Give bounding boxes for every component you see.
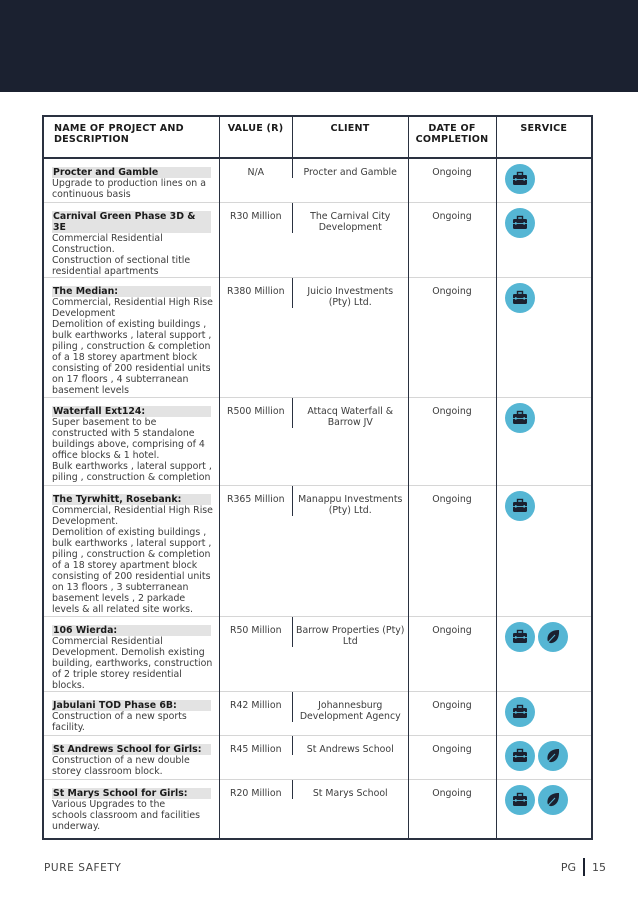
project-name: Carnival Green Phase 3D & 3E: [52, 211, 211, 233]
project-value: R50 Million: [219, 616, 292, 691]
table-row: [43, 735, 592, 779]
briefcase-icon: [505, 208, 535, 238]
project-description: Construction of a new sports facility.: [52, 710, 187, 733]
table-row: [43, 779, 592, 839]
completion-date: Ongoing: [408, 779, 496, 839]
briefcase-icon: [505, 491, 535, 521]
service-icons: [496, 202, 592, 277]
table-row: [43, 202, 592, 277]
col-header-client: CLIENT: [292, 116, 408, 158]
footer-page: [561, 858, 606, 876]
project-client: Manappu Investments (Pty) Ltd.: [292, 486, 408, 516]
project-cell: [43, 735, 219, 779]
briefcase-icon: [505, 697, 535, 727]
col-header-date: DATE OF COMPLETION: [408, 116, 496, 158]
project-name: Jabulani TOD Phase 6B:: [52, 700, 211, 711]
service-icons: [496, 691, 592, 735]
header-banner: [0, 0, 638, 92]
project-name: Waterfall Ext124:: [52, 406, 211, 417]
project-cell: [43, 616, 219, 691]
leaf-icon: [538, 741, 568, 771]
project-description: Commercial, Residential High Rise Development Demolition of existing buildings , bulk earthworks , lateral support , piling , construction & completion of a 18 storey apartment block consisting of 200 residential units on 17 floors , 4 subterranean basement levels: [52, 296, 213, 396]
project-cell: [43, 779, 219, 839]
completion-date: Ongoing: [408, 202, 496, 277]
project-description: Upgrade to production lines on a continuous basis: [52, 178, 206, 200]
service-icons: [496, 397, 592, 485]
briefcase-icon: [505, 785, 535, 815]
project-cell: [43, 277, 219, 397]
project-client: Barrow Properties (Pty) Ltd: [292, 617, 408, 647]
project-client: St Marys School: [292, 780, 408, 799]
project-description: Super basement to be constructed with 5 standalone buildings above, comprising of 4 office blocks & 1 hotel. Bulk earthworks , lateral support , piling , construction & completion: [52, 416, 212, 483]
project-cell: [43, 202, 219, 277]
project-cell: [43, 691, 219, 735]
project-value: R30 Million: [219, 202, 292, 277]
briefcase-icon: [505, 403, 535, 433]
project-value: R365 Million: [219, 485, 292, 616]
project-name: The Tyrwhitt, Rosebank:: [52, 494, 211, 505]
completion-date: Ongoing: [408, 735, 496, 779]
service-icons: [496, 616, 592, 691]
briefcase-icon: [505, 741, 535, 771]
service-icons: [496, 735, 592, 779]
leaf-icon: [538, 785, 568, 815]
table-row: [43, 616, 592, 691]
project-description: Commercial, Residential High Rise Development. Demolition of existing buildings , bulk earthworks , lateral support , piling , construction & completion of a 18 storey apartment block consisting of 200 residential units on 13 floors , 3 subterranean basement levels , 2 parkade levels & all related site works.: [52, 504, 213, 615]
table-row: [43, 397, 592, 485]
col-header-project: NAME OF PROJECT AND DESCRIPTION: [43, 116, 219, 158]
completion-date: Ongoing: [408, 616, 496, 691]
project-cell: [43, 158, 219, 202]
completion-date: Ongoing: [408, 397, 496, 485]
table-header-row: [43, 116, 592, 158]
page-divider: [583, 858, 585, 876]
completion-date: Ongoing: [408, 485, 496, 616]
project-value: R20 Million: [219, 779, 292, 839]
project-value: R500 Million: [219, 397, 292, 485]
project-name: 106 Wierda:: [52, 625, 211, 636]
project-cell: [43, 485, 219, 616]
project-description: Commercial Residential Construction. Construction of sectional title residential apartments: [52, 232, 191, 277]
briefcase-icon: [505, 622, 535, 652]
project-client: The Carnival City Development: [292, 203, 408, 233]
project-value: R380 Million: [219, 277, 292, 397]
project-description: Commercial Residential Development. Demolish existing building, earthworks, construction of 2 triple storey residential blocks.: [52, 635, 213, 691]
briefcase-icon: [505, 283, 535, 313]
table-row: [43, 277, 592, 397]
service-icons: [496, 277, 592, 397]
project-client: Johannesburg Development Agency: [292, 692, 408, 722]
col-header-value: VALUE (R): [219, 116, 292, 158]
projects-table: [42, 115, 593, 840]
table-row: [43, 485, 592, 616]
project-client: Procter and Gamble: [292, 159, 408, 178]
page-label: PG: [560, 860, 576, 874]
project-name: The Median:: [52, 286, 211, 297]
completion-date: Ongoing: [408, 277, 496, 397]
project-client: Attacq Waterfall & Barrow JV: [292, 398, 408, 428]
project-value: N/A: [219, 158, 292, 202]
table-row: [43, 691, 592, 735]
service-icons: [496, 779, 592, 839]
leaf-icon: [538, 622, 568, 652]
service-icons: [496, 485, 592, 616]
completion-date: Ongoing: [408, 691, 496, 735]
project-client: St Andrews School: [292, 736, 408, 755]
footer-brand: PURE SAFETY: [44, 862, 122, 874]
project-name: Procter and Gamble: [52, 167, 211, 178]
table-row: [43, 158, 592, 202]
project-value: R42 Million: [219, 691, 292, 735]
page-number: 15: [592, 860, 606, 874]
col-header-service: SERVICE: [496, 116, 592, 158]
project-description: Construction of a new double storey classroom block.: [52, 754, 190, 777]
service-icons: [496, 158, 592, 202]
project-client: Juicio Investments (Pty) Ltd.: [292, 278, 408, 308]
project-name: St Andrews School for Girls:: [52, 744, 211, 755]
project-description: Various Upgrades to the schools classroom and facilities underway.: [52, 798, 200, 832]
project-value: R45 Million: [219, 735, 292, 779]
project-name: St Marys School for Girls:: [52, 788, 211, 799]
project-cell: [43, 397, 219, 485]
briefcase-icon: [505, 164, 535, 194]
completion-date: Ongoing: [408, 158, 496, 202]
